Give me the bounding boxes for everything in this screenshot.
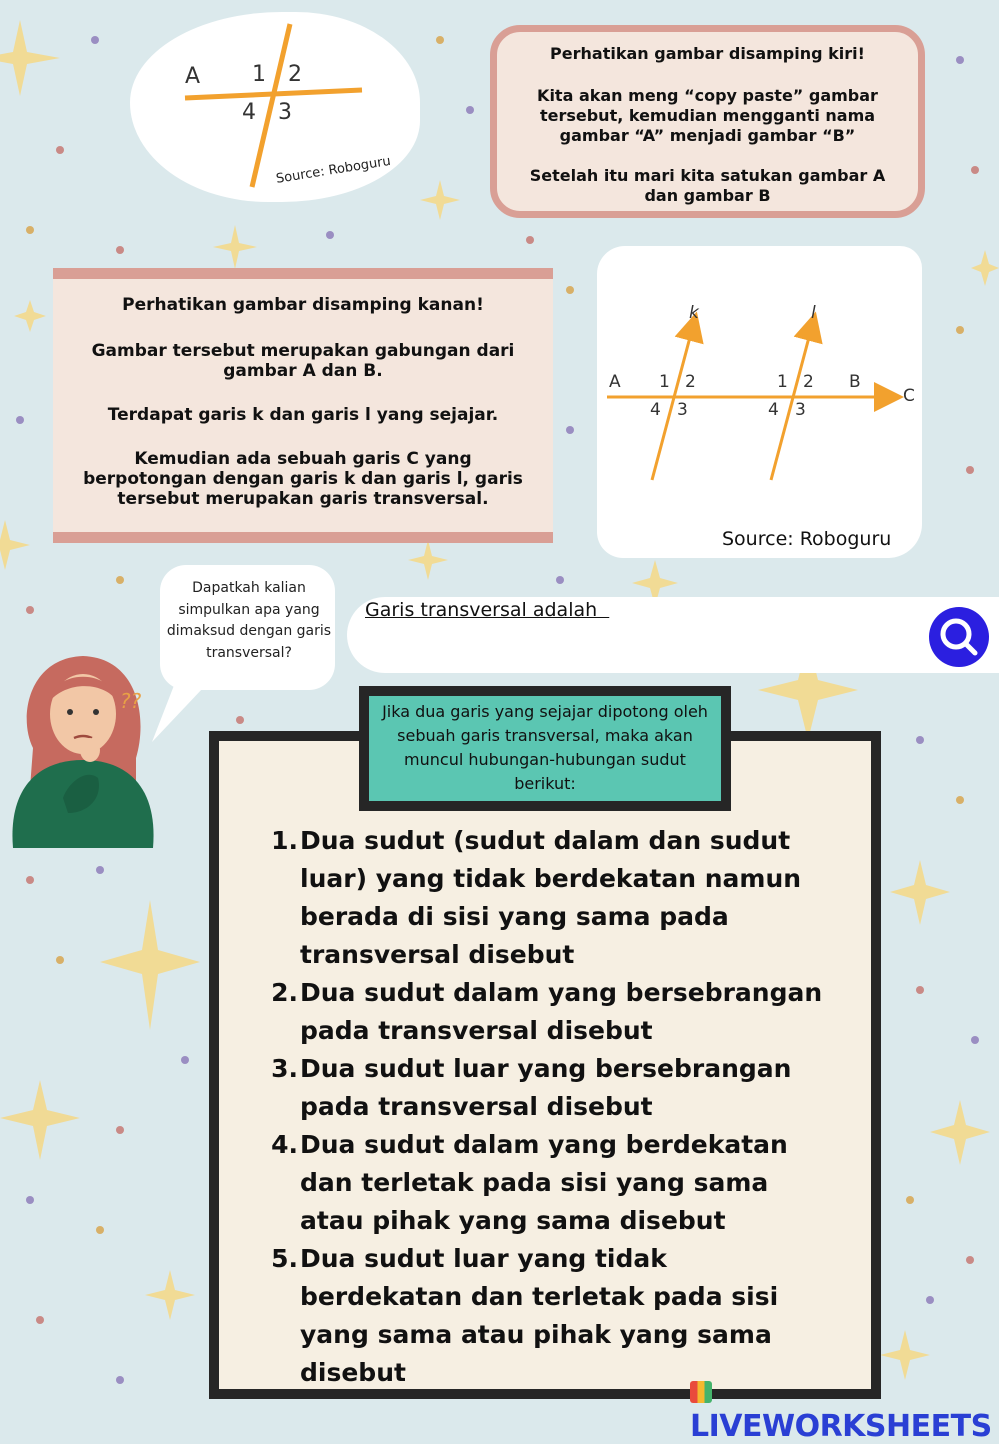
question-marks: ?? [120, 689, 142, 713]
note-heading: Perhatikan gambar disamping kiri! [550, 44, 865, 63]
angle-label-1: 1 [252, 62, 266, 87]
list-item [262, 1126, 837, 1240]
line-label-c: C [903, 386, 915, 406]
angle-label-k-1: 1 [659, 372, 670, 392]
answer-search-bar[interactable] [347, 597, 999, 673]
angle-label-3: 3 [278, 100, 292, 125]
note-paragraph: Kita akan meng “copy paste” gambar tersebut, kemudian mengganti nama gambar “A” menjadi gambar “B” [537, 86, 878, 145]
angle-label-l-4: 4 [768, 400, 779, 420]
line-label-k: k [689, 303, 699, 323]
logo-mark-icon [690, 1381, 712, 1403]
logo-text: LIVEWORKSHEETS [690, 1409, 992, 1444]
figure-source: Source: Roboguru [722, 528, 892, 550]
point-label-a: A [609, 372, 621, 392]
liveworksheets-logo [690, 1374, 999, 1444]
search-icon [929, 607, 989, 667]
thinking-girl-illustration [8, 648, 158, 848]
note-paragraph: Gambar tersebut merupakan gabungan dari gambar A dan B. [91, 341, 515, 381]
angle-label-l-1: 1 [777, 372, 788, 392]
point-label-b: B [849, 372, 861, 392]
list-item [262, 822, 837, 974]
angle-label-k-3: 3 [677, 400, 688, 420]
list-number: 3. [271, 1054, 298, 1083]
list-number: 1. [271, 826, 298, 855]
angle-label-k-2: 2 [685, 372, 696, 392]
line-label-l: l [811, 303, 816, 323]
search-button[interactable] [929, 607, 989, 667]
list-text: Dua sudut dalam yang bersebrangan pada transversal disebut [300, 978, 823, 1045]
note-paragraph: Kemudian ada sebuah garis C yang berpotongan dengan garis k dan garis l, garis tersebut merupakan garis transversal. [83, 449, 523, 509]
note-heading: Perhatikan gambar disamping kanan! [122, 295, 484, 315]
note-transversal-explanation [53, 268, 553, 543]
list-text: Dua sudut luar yang bersebrangan pada transversal disebut [300, 1054, 792, 1121]
angle-relations-intro: Jika dua garis yang sejajar dipotong oleh sebuah garis transversal, maka akan muncul hubungan-hubungan sudut berikut: [359, 686, 731, 811]
note-copy-paste [490, 25, 925, 218]
angle-label-l-2: 2 [803, 372, 814, 392]
angle-relations-list [262, 822, 837, 1392]
speech-bubble-question: Dapatkah kalian simpulkan apa yang dimaksud dengan garis transversal? [166, 580, 332, 661]
angle-label-2: 2 [288, 62, 302, 87]
note-paragraph: Setelah itu mari kita satukan gambar A dan gambar B [529, 166, 886, 205]
list-text: Dua sudut dalam yang berdekatan dan terletak pada sisi yang sama atau pihak yang sama disebut [300, 1130, 788, 1235]
figure-intersecting-lines [130, 12, 420, 202]
figure-label-a: A [185, 64, 201, 89]
figure-parallel-lines-transversal [597, 246, 922, 558]
list-item [262, 974, 837, 1050]
answer-input[interactable]: Garis transversal adalah [365, 599, 610, 621]
list-item [262, 1240, 837, 1392]
list-number: 2. [271, 978, 298, 1007]
list-text: Dua sudut luar yang tidak berdekatan dan terletak pada sisi yang sama atau pihak yang sama disebut [300, 1244, 779, 1387]
note-paragraph: Terdapat garis k dan garis l yang sejajar. [107, 405, 499, 425]
angle-label-k-4: 4 [650, 400, 661, 420]
list-number: 4. [271, 1130, 298, 1159]
angle-label-4: 4 [242, 100, 256, 125]
figure-source: Source: Roboguru [275, 153, 392, 187]
angle-label-l-3: 3 [795, 400, 806, 420]
list-number: 5. [271, 1244, 298, 1273]
list-item [262, 1050, 837, 1126]
list-text: Dua sudut (sudut dalam dan sudut luar) yang tidak berdekatan namun berada di sisi yang sama pada transversal disebut [300, 826, 802, 969]
